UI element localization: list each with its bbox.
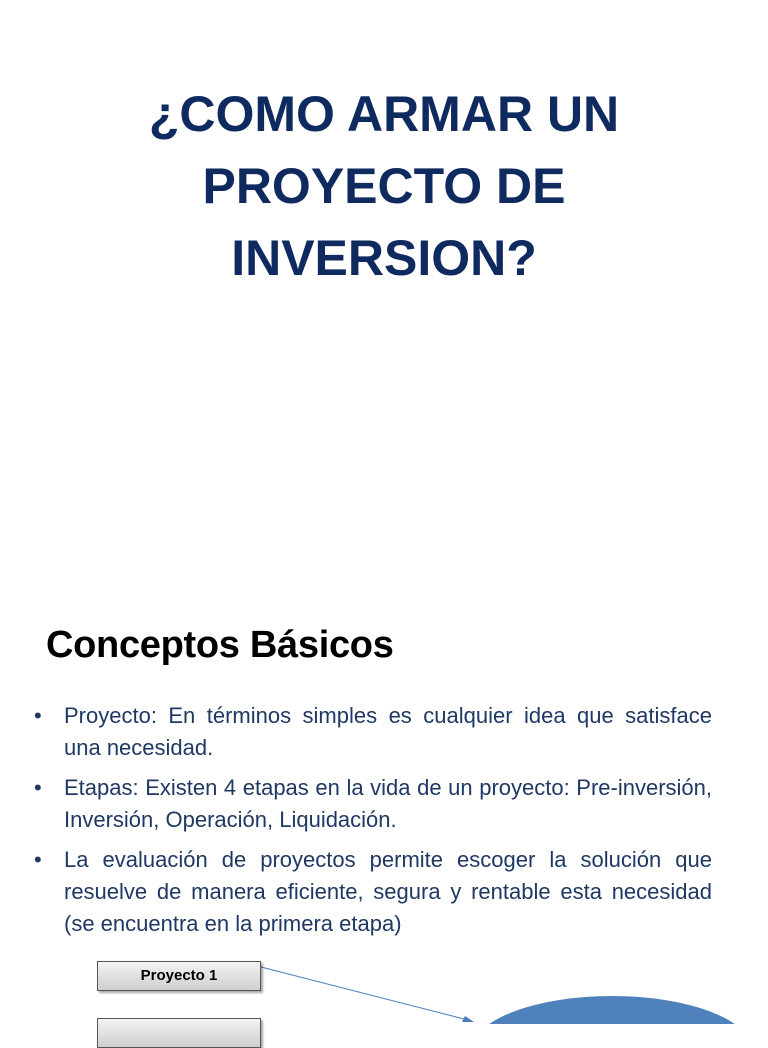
bullet-text: Proyecto: En términos simples es cualquier idea que satisface una necesidad.: [64, 703, 712, 760]
bullet-dot: •: [34, 847, 42, 872]
bullet-text: La evaluación de proyectos permite escoger la solución que resuelve de manera eficiente, segura y rentable esta necesidad (se encuentra en la primera etapa): [64, 847, 712, 936]
bullet-dot: •: [34, 703, 42, 728]
connector-arrowhead: [462, 1016, 474, 1022]
bullet-item: [30, 844, 712, 940]
bullet-item: [30, 772, 712, 836]
title-line-1: ¿COMO ARMAR UN: [148, 86, 620, 142]
connector-line: [261, 967, 468, 1020]
bullet-list: [30, 700, 712, 948]
title-line-2: PROYECTO DE: [202, 158, 566, 214]
bullet-text: Etapas: Existen 4 etapas en la vida de un proyecto: Pre-inversión, Inversión, Operación, Liquidación.: [64, 775, 712, 832]
diagram-ellipse: [472, 996, 752, 1024]
bullet-dot: •: [34, 775, 42, 800]
title-line-3: INVERSION?: [231, 230, 537, 286]
project-2-box: [97, 1018, 261, 1048]
section-heading: Conceptos Básicos: [46, 624, 394, 666]
project-1-box: Proyecto 1: [97, 961, 261, 991]
slide-title: [60, 78, 708, 294]
bullet-item: [30, 700, 712, 764]
